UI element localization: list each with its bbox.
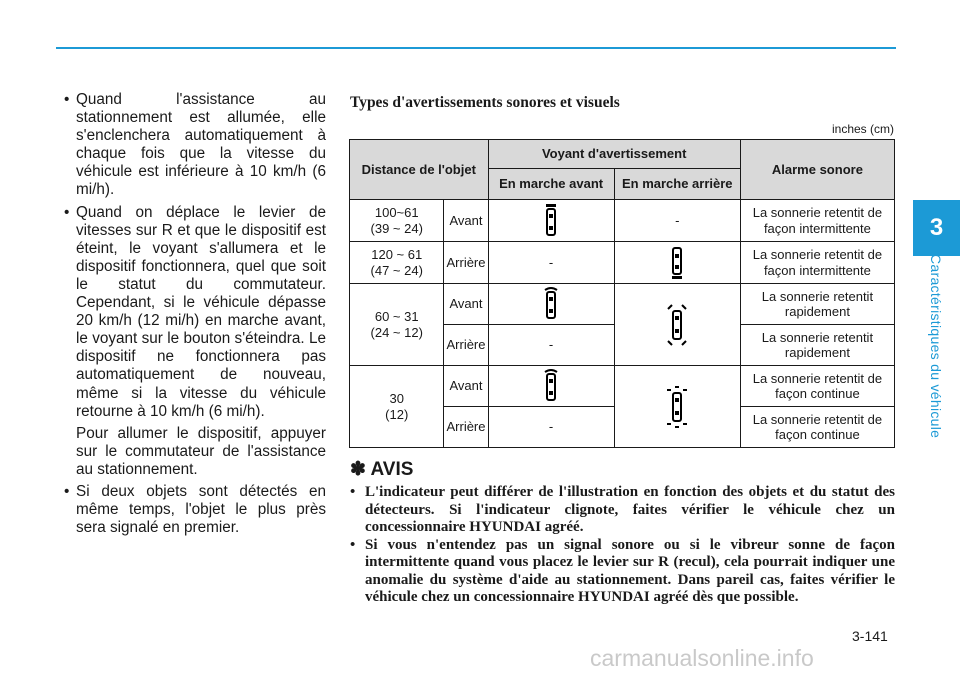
all-around-sensor-icon xyxy=(614,366,740,448)
avis-title: ✽ AVIS xyxy=(350,459,414,480)
direction-cell: Arrière xyxy=(444,325,488,366)
header-alarme: Alarme sonore xyxy=(740,140,894,200)
front-sensor-icon xyxy=(488,366,614,407)
alarm-cell: La sonnerie retentit de façon intermittente xyxy=(740,242,894,284)
warning-table xyxy=(349,139,895,448)
alarm-cell: La sonnerie retentit de façon continue xyxy=(740,366,894,407)
empty-cell: - xyxy=(614,200,740,242)
empty-cell: - xyxy=(488,325,614,366)
chapter-number: 3 xyxy=(929,214,944,241)
top-rule xyxy=(56,47,896,49)
left-column xyxy=(64,91,326,541)
distance-cell: 60 ~ 31 (24 ~ 12) xyxy=(350,284,444,366)
bullet-item: • Si deux objets sont détectés en même temps, l'objet le plus près sera signalé en premier. xyxy=(64,483,326,537)
chapter-tab[interactable] xyxy=(913,200,960,256)
alarm-cell: La sonnerie retentit rapidement xyxy=(740,325,894,366)
bullet-extra: Pour allumer le dispositif, appuyer sur le commutateur de l'assistance au stationnement. xyxy=(76,424,326,478)
direction-cell: Avant xyxy=(444,200,488,242)
front-sensor-icon xyxy=(488,284,614,325)
avis-item: • Si vous n'entendez pas un signal sonore ou si le vibreur sonne de façon intermittente quand vous placez le levier sur R (recul), cela pourrait indiquer une anomalie du système d'aide au stationnement. Dans pareil cas, faites vérifier le véhicule chez un concessionnaire HYUNDAI agréé dès que possible. xyxy=(350,537,895,607)
section-title: Types d'avertissements sonores et visuels xyxy=(350,94,620,111)
direction-cell: Arrière xyxy=(444,407,488,448)
avis-item: • L'indicateur peut différer de l'illustration en fonction des objets et du statut des détecteurs. Si l'indicateur clignote, faites vérifier le véhicule chez un concessionnaire HYUNDAI agréé. xyxy=(350,484,895,537)
alarm-cell: La sonnerie retentit de façon intermittente xyxy=(740,200,894,242)
corner-sensor-icon xyxy=(614,284,740,366)
avis-list xyxy=(350,484,895,607)
empty-cell: - xyxy=(488,242,614,284)
direction-cell: Arrière xyxy=(444,242,488,284)
rear-sensor-icon xyxy=(614,242,740,284)
header-arriere: En marche arrière xyxy=(614,169,740,200)
empty-cell: - xyxy=(488,407,614,448)
watermark: carmanualsonline.info xyxy=(590,645,814,671)
header-avant: En marche avant xyxy=(488,169,614,200)
bullet-item: • Quand on déplace le levier de vitesses sur R et que le dispositif est éteint, le voyant s'allumera et le dispositif fonctionnera, quel que soit le statut du commutateur. Cependant, si le véhicule dépasse 20 km/h (12 mi/h) en marche avant, le voyant sur le bouton s'éteindra. Le dispositif ne fonctionnera pas automatiquement de nouveau, même si la vitesse du véhicule retourne à 10 km/h (6 mi/h). xyxy=(64,204,326,421)
direction-cell: Avant xyxy=(444,284,488,325)
distance-cell: 30 (12) xyxy=(350,366,444,448)
bullet-item: • Quand l'assistance au stationnement est allumée, elle s'enclenchera automatiquement à chaque fois que la vitesse du véhicule est inférieure à 10 km/h (6 mi/h). xyxy=(64,91,326,200)
distance-cell: 100~61 (39 ~ 24) xyxy=(350,200,444,242)
alarm-cell: La sonnerie retentit rapidement xyxy=(740,284,894,325)
chapter-label: Caractéristiques du véhicule xyxy=(928,254,944,439)
alarm-cell: La sonnerie retentit de façon continue xyxy=(740,407,894,448)
header-voyant: Voyant d'avertissement xyxy=(488,140,740,169)
header-distance: Distance de l'objet xyxy=(350,140,489,200)
page-number: 3-141 xyxy=(852,628,888,644)
distance-cell: 120 ~ 61 (47 ~ 24) xyxy=(350,242,444,284)
direction-cell: Avant xyxy=(444,366,488,407)
unit-note: inches (cm) xyxy=(831,122,894,136)
front-sensor-icon xyxy=(488,200,614,242)
